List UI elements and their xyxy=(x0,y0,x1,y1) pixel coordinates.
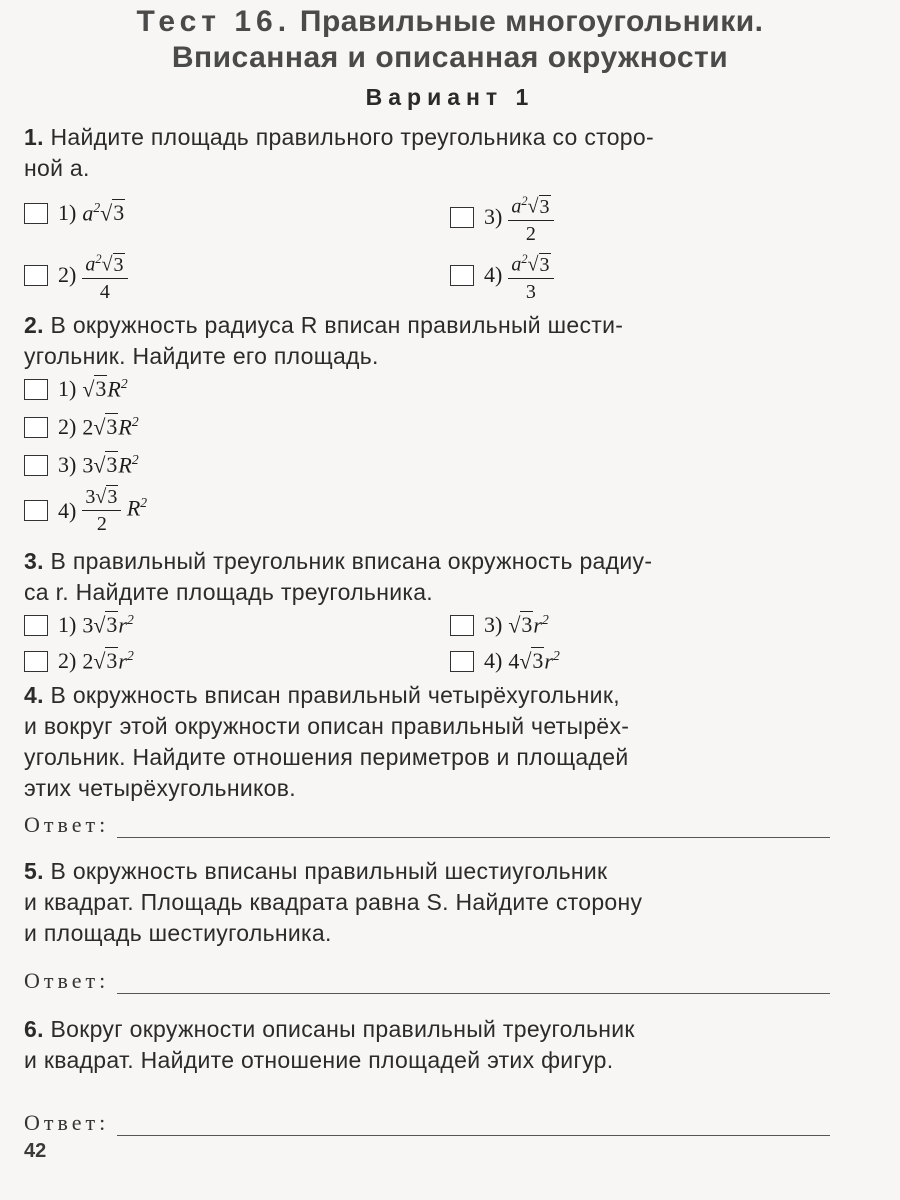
q2-option-2[interactable] xyxy=(24,414,139,440)
q1-option-3[interactable] xyxy=(450,190,554,245)
formula: $2√3R^2$ xyxy=(82,414,139,440)
answer-label: Ответ: xyxy=(24,968,110,993)
question-text: В окружность вписан правильный четырёхугольник, xyxy=(50,682,620,708)
checkbox[interactable] xyxy=(450,615,474,636)
question-2 xyxy=(24,310,834,372)
option-label: 4) xyxy=(58,497,77,523)
option-label: 3) xyxy=(484,204,503,230)
question-text: ной a. xyxy=(24,155,90,181)
answer-field[interactable] xyxy=(117,973,830,994)
checkbox[interactable] xyxy=(450,651,474,672)
q2-option-4[interactable] xyxy=(24,486,147,535)
option-label: 1) xyxy=(58,376,77,402)
question-4 xyxy=(24,680,834,804)
q3-option-4[interactable] xyxy=(450,648,560,674)
formula: $\frac{a^2√3}{4}$ xyxy=(82,248,127,303)
answer-label: Ответ: xyxy=(24,1110,110,1135)
answer-field[interactable] xyxy=(117,1115,830,1136)
q2-option-1[interactable] xyxy=(24,376,128,402)
checkbox[interactable] xyxy=(24,265,48,286)
checkbox[interactable] xyxy=(24,203,48,224)
question-text: и вокруг этой окружности описан правильный четырёх- xyxy=(24,713,630,739)
question-text: Найдите площадь правильного треугольника со сторо- xyxy=(50,124,654,150)
answer-label: Ответ: xyxy=(24,812,110,837)
test-topic: Правильные многоугольники. xyxy=(291,5,764,38)
option-label: 2) xyxy=(58,414,77,440)
q2-option-3[interactable] xyxy=(24,452,139,478)
page-number: 42 xyxy=(24,1140,47,1162)
question-number: 1. xyxy=(24,124,44,150)
formula: $\frac{3√3}{2}$ $R^2$ xyxy=(82,486,147,535)
test-title-line1 xyxy=(0,2,900,42)
question-text: и квадрат. Площадь квадрата равна S. Найдите сторону xyxy=(24,889,643,915)
checkbox[interactable] xyxy=(24,615,48,636)
question-text: угольник. Найдите его площадь. xyxy=(24,343,379,369)
question-6 xyxy=(24,1014,834,1076)
test-title-line2: Вписанная и описанная окружности xyxy=(171,41,729,74)
question-number: 5. xyxy=(24,858,44,884)
formula: $3√3R^2$ xyxy=(82,452,139,478)
option-label: 4) xyxy=(484,648,503,674)
question-3 xyxy=(24,546,834,608)
q6-answer-row xyxy=(24,1110,830,1136)
q3-option-2[interactable] xyxy=(24,648,134,674)
formula: $4√3r^2$ xyxy=(508,648,560,674)
option-label: 4) xyxy=(484,262,503,288)
question-text: этих четырёхугольников. xyxy=(24,775,296,801)
q1-option-1[interactable] xyxy=(24,200,125,226)
option-label: 2) xyxy=(58,262,77,288)
question-number: 4. xyxy=(24,682,44,708)
checkbox[interactable] xyxy=(450,207,474,228)
checkbox[interactable] xyxy=(24,651,48,672)
question-5 xyxy=(24,856,834,949)
q3-option-1[interactable] xyxy=(24,612,134,638)
question-text: са r. Найдите площадь треугольника. xyxy=(24,579,433,605)
option-label: 3) xyxy=(58,452,77,478)
question-text: угольник. Найдите отношения периметров и площадей xyxy=(24,744,629,770)
checkbox[interactable] xyxy=(450,265,474,286)
q3-option-3[interactable] xyxy=(450,612,549,638)
q1-option-2[interactable] xyxy=(24,248,128,303)
question-text: и площадь шестиугольника. xyxy=(24,920,332,946)
option-label: 1) xyxy=(58,200,77,226)
question-text: В окружность радиуса R вписан правильный шести- xyxy=(50,312,624,338)
q1-option-4[interactable] xyxy=(450,248,554,303)
checkbox[interactable] xyxy=(24,379,48,400)
option-label: 1) xyxy=(58,612,77,638)
variant-heading: Вариант 1 xyxy=(365,84,535,110)
question-text: и квадрат. Найдите отношение площадей этих фигур. xyxy=(24,1047,614,1073)
formula: $a^2√3$ xyxy=(82,200,125,226)
option-label: 2) xyxy=(58,648,77,674)
checkbox[interactable] xyxy=(24,455,48,476)
formula: $\frac{a^2√3}{3}$ xyxy=(508,248,553,303)
question-text: В правильный треугольник вписана окружность радиу- xyxy=(50,548,653,574)
question-text: Вокруг окружности описаны правильный треугольник xyxy=(50,1016,635,1042)
question-number: 3. xyxy=(24,548,44,574)
formula: $\frac{a^2√3}{2}$ xyxy=(508,190,553,245)
question-number: 2. xyxy=(24,312,44,338)
checkbox[interactable] xyxy=(24,417,48,438)
checkbox[interactable] xyxy=(24,500,48,521)
answer-field[interactable] xyxy=(117,817,830,838)
formula: $√3r^2$ xyxy=(508,612,549,638)
question-1 xyxy=(24,122,834,184)
question-text: В окружность вписаны правильный шестиугольник xyxy=(50,858,608,884)
formula: $√3R^2$ xyxy=(82,376,128,402)
question-number: 6. xyxy=(24,1016,44,1042)
q5-answer-row xyxy=(24,968,830,994)
formula: $3√3r^2$ xyxy=(82,612,134,638)
q4-answer-row xyxy=(24,812,830,838)
test-number: Тест 16. xyxy=(136,5,292,38)
formula: $2√3r^2$ xyxy=(82,648,134,674)
option-label: 3) xyxy=(484,612,503,638)
